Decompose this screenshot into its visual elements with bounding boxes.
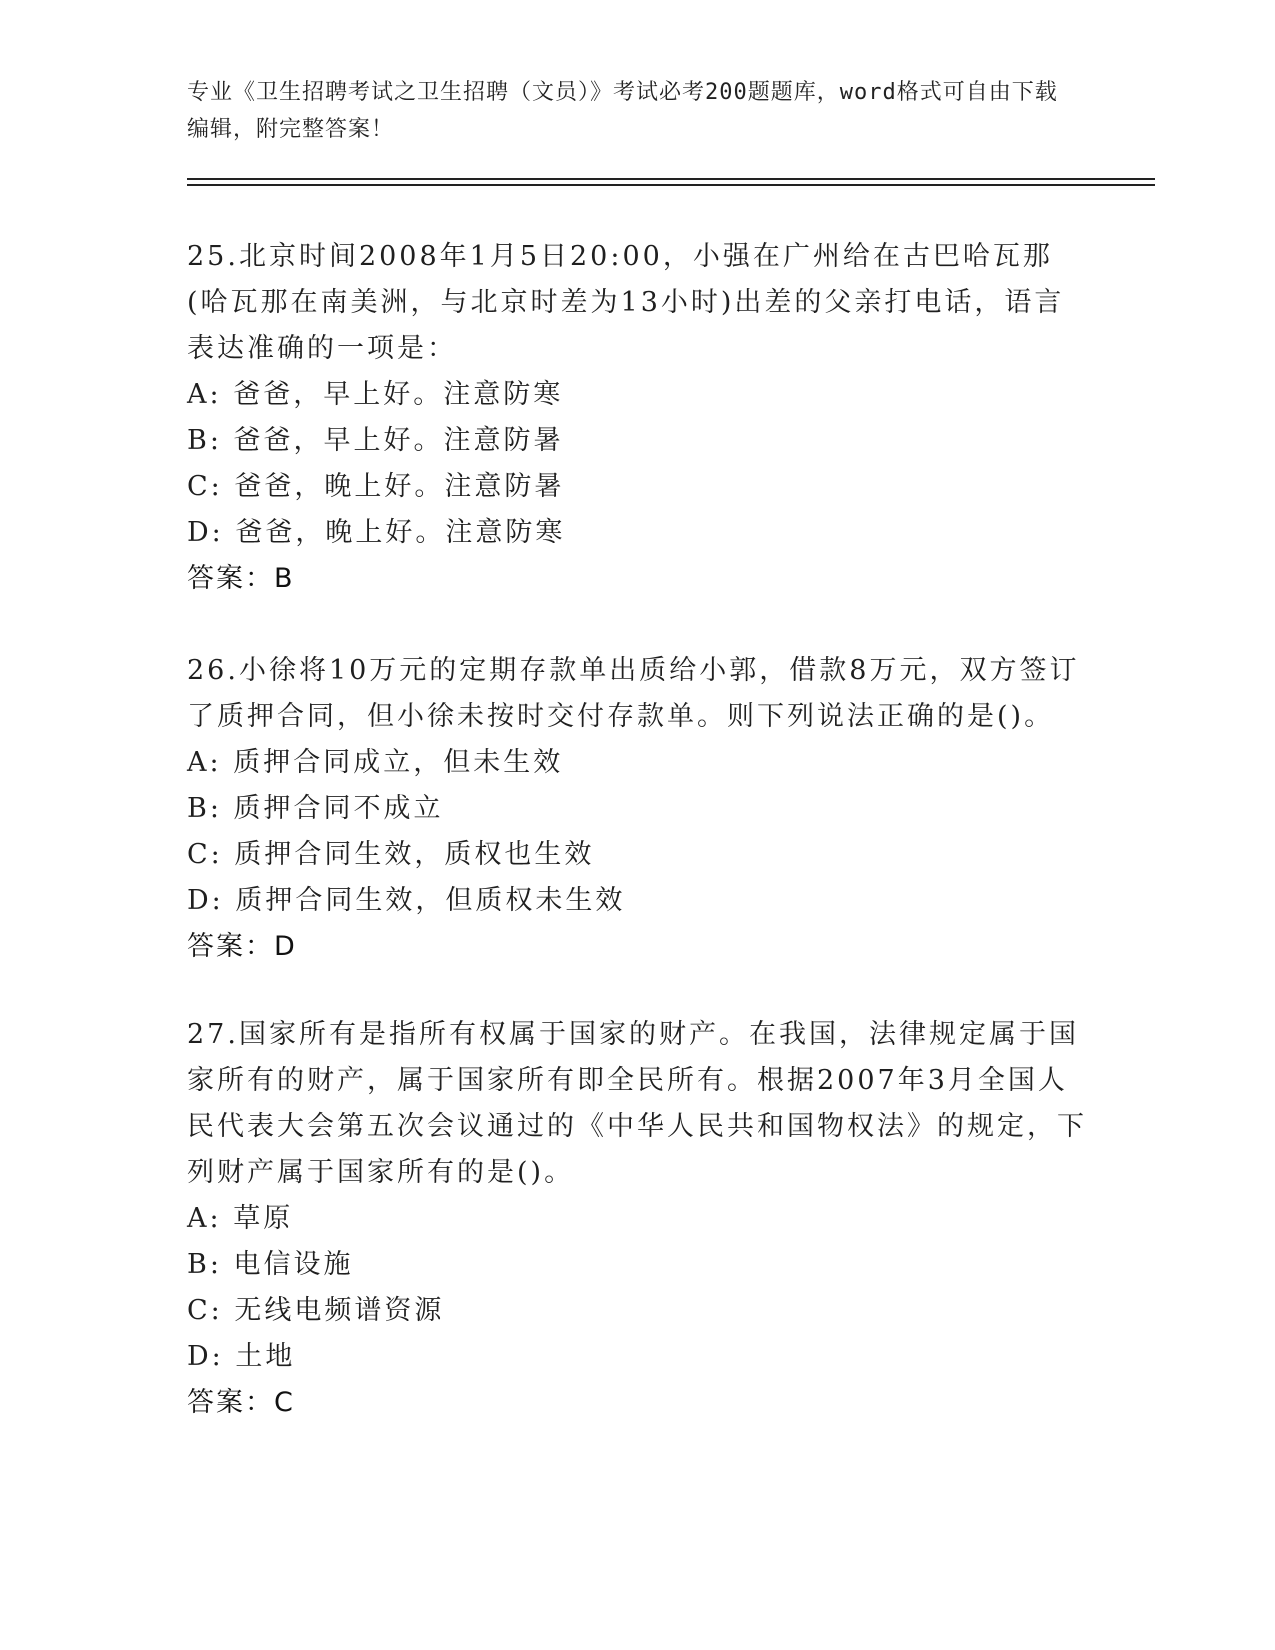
option-text: 土地 (235, 1341, 296, 1372)
option-key: D: (187, 517, 224, 548)
question-25 (187, 234, 1087, 602)
answer-line: 答案：C (187, 1387, 295, 1418)
header-divider-top (187, 178, 1155, 180)
option-c (187, 832, 1087, 878)
option-b (187, 786, 1087, 832)
option-key: D: (187, 885, 224, 916)
option-key: C: (187, 1295, 223, 1326)
question-stem: 26.小徐将10万元的定期存款单出质给小郭，借款8万元，双方签订了质押合同，但小徐未按时交付存款单。则下列说法正确的是()。 (187, 655, 1080, 732)
option-key: B: (187, 1249, 222, 1280)
option-c (187, 1288, 1087, 1334)
option-text: 电信设施 (233, 1249, 354, 1280)
option-text: 质押合同不成立 (233, 793, 444, 824)
option-text: 草原 (233, 1203, 294, 1234)
option-key: A: (187, 1203, 222, 1234)
question-26 (187, 648, 1087, 970)
option-key: A: (187, 747, 222, 778)
answer-line: 答案：B (187, 563, 295, 594)
option-key: C: (187, 839, 223, 870)
answer-line: 答案：D (187, 931, 297, 962)
option-a (187, 1196, 1087, 1242)
option-text: 爸爸，早上好。注意防寒 (233, 379, 564, 410)
option-a (187, 740, 1087, 786)
option-key: C: (187, 471, 223, 502)
question-stem: 25.北京时间2008年1月5日20:00，小强在广州给在古巴哈瓦那(哈瓦那在南美洲，与北京时差为13小时)出差的父亲打电话，语言表达准确的一项是： (187, 241, 1065, 364)
option-text: 质押合同生效，但质权未生效 (235, 885, 626, 916)
question-27 (187, 1012, 1087, 1426)
option-key: B: (187, 793, 222, 824)
option-text: 质押合同成立，但未生效 (233, 747, 564, 778)
option-d (187, 510, 1087, 556)
option-b (187, 1242, 1087, 1288)
option-key: B: (187, 425, 222, 456)
option-text: 爸爸，晚上好。注意防寒 (235, 517, 566, 548)
option-text: 爸爸，早上好。注意防暑 (233, 425, 564, 456)
option-text: 无线电频谱资源 (234, 1295, 445, 1326)
option-b (187, 418, 1087, 464)
option-text: 爸爸，晚上好。注意防暑 (234, 471, 565, 502)
option-c (187, 464, 1087, 510)
question-stem: 27.国家所有是指所有权属于国家的财产。在我国，法律规定属于国家所有的财产，属于国家所有即全民所有。根据2007年3月全国人民代表大会第五次会议通过的《中华人民共和国物权法》的规定，下列财产属于国家所有的是()。 (187, 1019, 1087, 1188)
option-text: 质押合同生效，质权也生效 (234, 839, 595, 870)
option-d (187, 878, 1087, 924)
header-divider-bottom (187, 184, 1155, 186)
option-key: D: (187, 1341, 224, 1372)
option-key: A: (187, 379, 222, 410)
option-a (187, 372, 1087, 418)
option-d (187, 1334, 1087, 1380)
document-header: 专业《卫生招聘考试之卫生招聘（文员）》考试必考200题题库，word格式可自由下载编辑，附完整答案！ (187, 80, 1058, 142)
